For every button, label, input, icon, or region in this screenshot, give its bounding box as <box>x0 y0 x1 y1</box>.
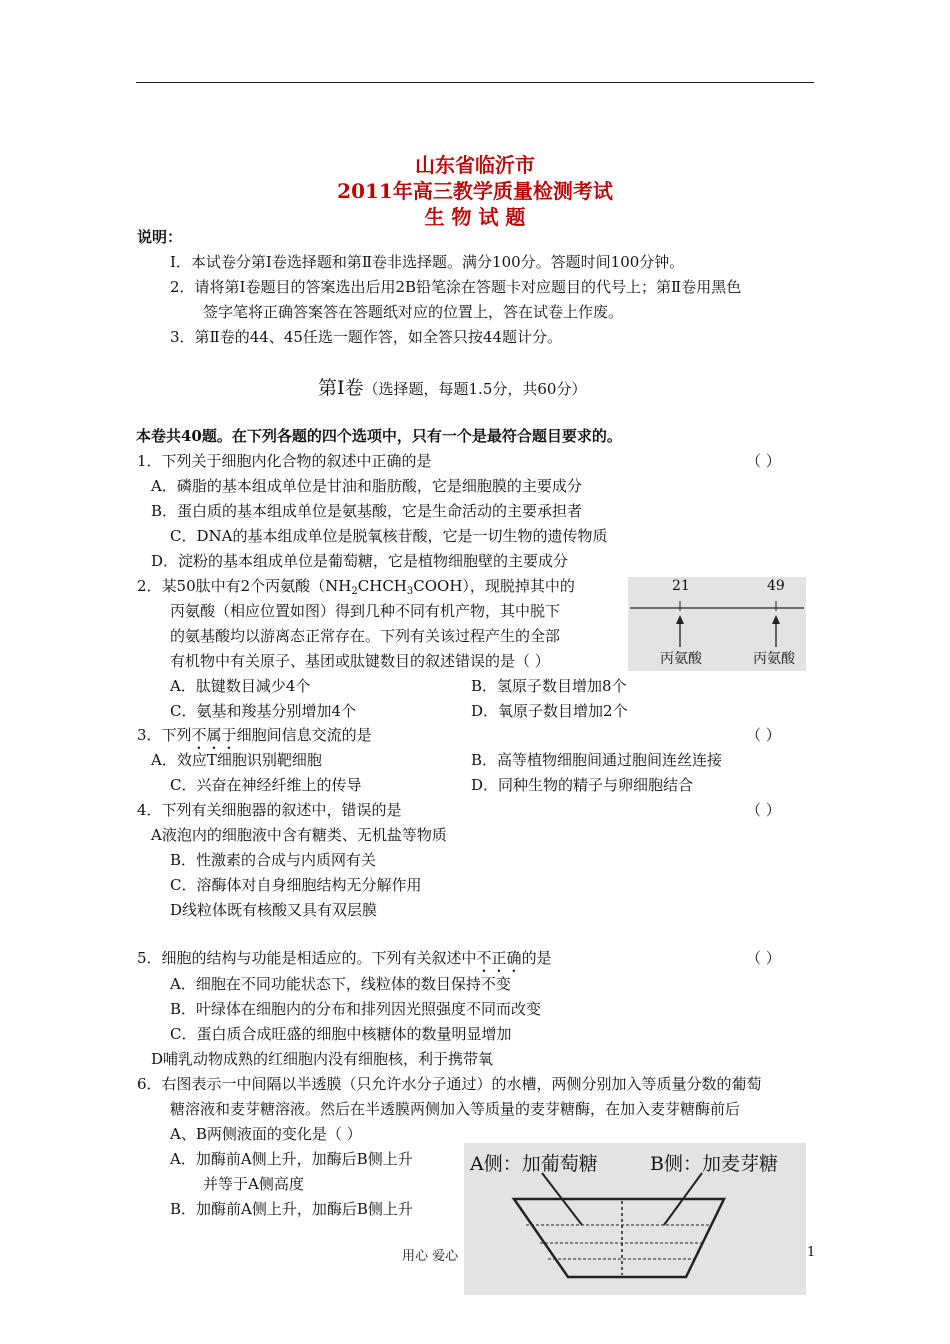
q3-stem-post: 细胞间信息交流的是 <box>236 726 372 744</box>
title-subject: 生 物 试 题 <box>424 205 526 229</box>
instruction-2: 2．请将第Ⅰ卷题目的答案选出后用2B铅笔涂在答题卡对应题目的代号上；第Ⅱ卷用黑色 <box>170 278 742 296</box>
q4-option-a: A液泡内的细胞液中含有糖类、无机盐等物质 <box>151 826 447 844</box>
q4-option-b: B．性激素的合成与内质网有关 <box>170 851 377 869</box>
q6-stem: 6．右图表示一中间隔以半透膜（只允许水分子通过）的水槽，两侧分别加入等质量分数的葡萄 <box>137 1075 762 1093</box>
q4-answer-paren: （ ） <box>746 801 781 819</box>
q1-option-c: C．DNA的基本组成单位是脱氧核苷酸，它是一切生物的遗传物质 <box>170 527 608 545</box>
page-number: 1 <box>807 1245 816 1260</box>
title-exam: 2011年高三教学质量检测考试 <box>337 179 613 203</box>
q5-option-b: B．叶绿体在细胞内的分布和排列因光照强度不同而改变 <box>170 1000 542 1018</box>
q6-line-3: A、B两侧液面的变化是（ ） <box>170 1125 362 1143</box>
q6-line-2: 糖溶液和麦芽糖溶液。然后在半透膜两侧加入等质量的麦芽糖酶，在加入麦芽糖酶前后 <box>170 1100 741 1118</box>
u-tube-figure <box>464 1143 806 1295</box>
q2-sub-1: 2 <box>351 586 358 597</box>
q5-option-a: A．细胞在不同功能状态下，线粒体的数目保持不变 <box>170 975 511 993</box>
q2-option-d: D．氧原子数目增加2个 <box>471 702 628 720</box>
section-title: 第Ⅰ卷 <box>318 377 364 399</box>
q3-stem-pre: 3．下列 <box>137 726 192 744</box>
q5-option-d: D哺乳动物成熟的红细胞内没有细胞核，利于携带氧 <box>151 1050 494 1068</box>
position-49-label: 49 <box>767 578 785 594</box>
alanine-label-2: 丙氨酸 <box>753 651 795 667</box>
q3-stem-emphasis: 不属于 <box>191 726 237 744</box>
section-heading <box>318 373 586 400</box>
q4-option-c: C．溶酶体对自身细胞结构无分解作用 <box>170 876 422 894</box>
water-tank-diagram <box>464 1143 806 1295</box>
header-rule <box>136 82 814 83</box>
peptide-figure <box>628 577 806 671</box>
q3-option-d: D．同种生物的精子与卵细胞结合 <box>471 776 694 794</box>
q2-stem-pre: 2．某50肽中有2个丙氨酸（NH <box>137 577 352 595</box>
instruction-3: 3．第Ⅱ卷的44、45任选一题作答，如全答只按44题计分。 <box>170 328 563 346</box>
q3-option-b: B．高等植物细胞间通过胞间连丝连接 <box>471 751 723 769</box>
side-a-label: A侧：加葡萄糖 <box>470 1153 598 1175</box>
q4-stem: 4．下列有关细胞器的叙述中，错误的是 <box>137 801 402 819</box>
q6-option-a-cont: 并等于A侧高度 <box>203 1175 304 1193</box>
q5-option-c: C．蛋白质合成旺盛的细胞中核糖体的数量明显增加 <box>170 1025 512 1043</box>
q2-option-b: B．氢原子数目增加8个 <box>471 677 627 695</box>
side-b-label: B侧：加麦芽糖 <box>650 1153 778 1175</box>
q2-line-4: 有机物中有关原子、基团或肽键数目的叙述错误的是（ ） <box>170 652 550 670</box>
q2-option-a: A．肽键数目减少4个 <box>170 677 311 695</box>
q5-stem-pre: 5．细胞的结构与功能是相适应的。下列有关叙述中 <box>137 949 477 967</box>
position-21-label: 21 <box>672 578 690 594</box>
q2-sub-2: 3 <box>406 586 414 597</box>
q5-stem-post: 的是 <box>521 949 552 967</box>
q1-answer-paren: （ ） <box>746 452 781 470</box>
instruction-2-cont: 签字笔将正确答案答在答题纸对应的位置上，答在试卷上作废。 <box>203 303 624 321</box>
q6-option-b: B．加酶前A侧上升，加酶后B侧上升 <box>170 1200 413 1218</box>
tank-outline <box>514 1199 724 1277</box>
instructions-heading: 说明： <box>137 228 183 246</box>
q2-option-c: C．氨基和羧基分别增加4个 <box>170 702 357 720</box>
q2-stem-post: COOH），现脱掉其中的 <box>413 577 575 595</box>
alanine-label-1: 丙氨酸 <box>660 651 702 667</box>
q5-stem-emphasis: 不正确 <box>476 949 522 967</box>
q1-option-b: B．蛋白质的基本组成单位是氨基酸，它是生命活动的主要承担者 <box>151 502 583 520</box>
q5-stem <box>137 947 552 976</box>
title-region: 山东省临沂市 <box>415 153 535 177</box>
q6-option-a: A．加酶前A侧上升，加酶后B侧上升 <box>170 1150 413 1168</box>
q3-answer-paren: （ ） <box>746 726 781 744</box>
q3-option-c: C．兴奋在神经纤维上的传导 <box>170 776 362 794</box>
q3-option-a: A．效应T细胞识别靶细胞 <box>151 751 322 769</box>
q1-option-d: D．淀粉的基本组成单位是葡萄糖，它是植物细胞壁的主要成分 <box>151 552 569 570</box>
q2-stem <box>137 575 575 597</box>
q1-stem: 1．下列关于细胞内化合物的叙述中正确的是 <box>137 452 432 470</box>
q4-option-d: D线粒体既有核酸又具有双层膜 <box>170 901 378 919</box>
q2-line-3: 的氨基酸均以游离态正常存在。下列有关该过程产生的全部 <box>170 627 561 645</box>
section-note: （选择题，每题1.5分，共60分） <box>363 380 587 398</box>
q2-line-2: 丙氨酸（相应位置如图）得到几种不同有机产物，其中脱下 <box>170 602 561 620</box>
q5-answer-paren: （ ） <box>746 949 781 967</box>
footer-text: 用心 爱心 <box>402 1249 459 1264</box>
q2-stem-mid: CHCH <box>357 577 407 595</box>
arrowhead-1 <box>676 615 684 624</box>
arrowhead-2 <box>772 615 780 624</box>
q1-option-a: A．磷脂的基本组成单位是甘油和脂肪酸，它是细胞膜的主要成分 <box>151 477 582 495</box>
section-intro: 本卷共40题。在下列各题的四个选项中，只有一个是最符合题目要求的。 <box>136 427 622 445</box>
instruction-1: I．本试卷分第Ⅰ卷选择题和第Ⅱ卷非选择题。满分100分。答题时间100分钟。 <box>170 253 685 271</box>
